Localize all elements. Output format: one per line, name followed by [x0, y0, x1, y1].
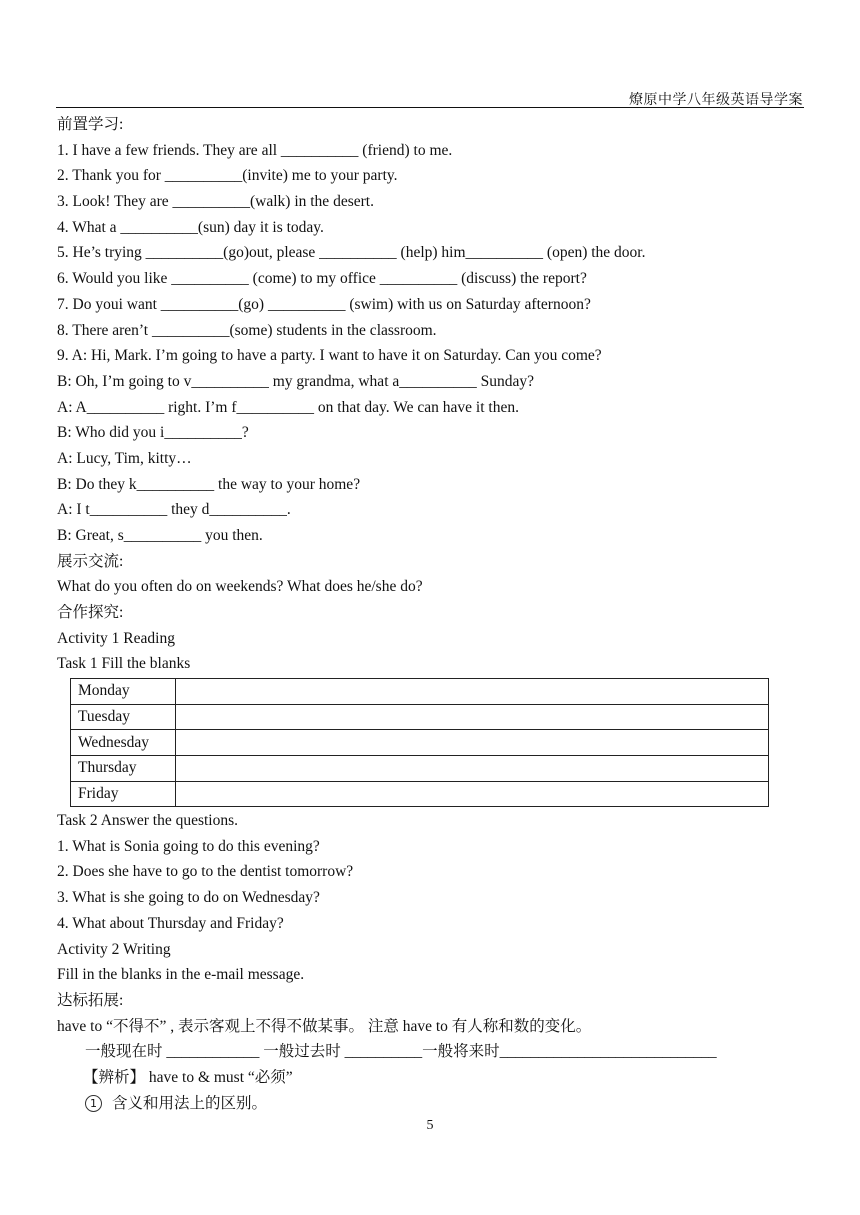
section-show: 展示交流:	[57, 552, 124, 570]
grammar-have-to: have to “不得不” , 表示客观上不得不做某事。 注意 have to 有人称和数的变化。	[57, 1017, 592, 1035]
dialogue-line: B: Oh, I’m going to v__________ my grandma, what a__________ Sunday?	[57, 372, 535, 390]
weekday-table	[70, 678, 769, 807]
exercise-line: 4. What a __________(sun) day it is today.	[57, 218, 324, 236]
show-question: What do you often do on weekends? What does he/she do?	[57, 578, 423, 596]
blank-cell[interactable]	[176, 704, 769, 730]
dialogue-line: B: Who did you i__________?	[57, 424, 249, 442]
question-line: 4. What about Thursday and Friday?	[57, 914, 284, 932]
activity-2-title: Activity 2 Writing	[57, 940, 171, 958]
section-cooperate: 合作探究:	[57, 604, 124, 622]
dialogue-line: A: A__________ right. I’m f__________ on that day. We can have it then.	[57, 398, 519, 416]
exercise-line: 7. Do youi want __________(go) __________ (swim) with us on Saturday afternoon?	[57, 295, 591, 313]
grammar-point-1	[57, 1091, 807, 1117]
day-cell: Friday	[71, 781, 176, 807]
blank-cell[interactable]	[176, 781, 769, 807]
question-line: 2. Does she have to go to the dentist tomorrow?	[57, 863, 354, 881]
header-rule	[56, 107, 804, 108]
page-number: 5	[426, 1118, 434, 1133]
day-cell: Monday	[71, 679, 176, 705]
dialogue-line: A: I t__________ they d__________.	[57, 501, 291, 519]
exercise-line: 2. Thank you for __________(invite) me to your party.	[57, 167, 398, 185]
activity-1-title: Activity 1 Reading	[57, 629, 175, 647]
activity-2-desc: Fill in the blanks in the e-mail message.	[57, 966, 305, 984]
task-1-title: Task 1 Fill the blanks	[57, 655, 191, 673]
question-line: 3. What is she going to do on Wednesday?	[57, 889, 320, 907]
section-extend: 达标拓展:	[57, 991, 124, 1009]
page-header: 燎原中学八年级英语导学案	[629, 93, 803, 108]
table-row	[71, 704, 769, 730]
day-cell: Tuesday	[71, 704, 176, 730]
exercise-line: 8. There aren’t __________(some) students in the classroom.	[57, 321, 437, 339]
table-row	[71, 781, 769, 807]
section-pre-study: 前置学习:	[57, 116, 124, 133]
dialogue-line: B: Great, s__________ you then.	[57, 527, 263, 544]
table-row	[71, 679, 769, 705]
exercise-line: 9. A: Hi, Mark. I’m going to have a party. I want to have it on Saturday. Can you come?	[57, 347, 602, 365]
task-2-title: Task 2 Answer the questions.	[57, 812, 239, 830]
table-row	[71, 755, 769, 781]
exercise-line: 3. Look! They are __________(walk) in the desert.	[57, 193, 374, 211]
question-line: 1. What is Sonia going to do this evening?	[57, 837, 320, 855]
exercise-line: 5. He’s trying __________(go)out, please __________ (help) him__________ (open) the door.	[57, 244, 646, 262]
grammar-point-text: 含义和用法上的区别。	[112, 1094, 268, 1112]
blank-cell[interactable]	[176, 755, 769, 781]
exercise-list	[57, 138, 807, 549]
exercise-line: 6. Would you like __________ (come) to my office __________ (discuss) the report?	[57, 270, 587, 288]
document-body	[57, 112, 807, 1116]
circled-number: 1	[85, 1095, 102, 1112]
table-row	[71, 730, 769, 756]
dialogue-line: B: Do they k__________ the way to your home?	[57, 475, 361, 493]
exercise-line: 1. I have a few friends. They are all __________ (friend) to me.	[57, 141, 453, 159]
blank-cell[interactable]	[176, 679, 769, 705]
dialogue-line: A: Lucy, Tim, kitty…	[57, 449, 192, 467]
blank-cell[interactable]	[176, 730, 769, 756]
day-cell: Thursday	[71, 755, 176, 781]
grammar-tenses: 一般现在时 ____________ 一般过去时 __________一般将来时____________________________	[85, 1043, 717, 1061]
day-cell: Wednesday	[71, 730, 176, 756]
grammar-distinguish: 【辨析】 have to & must “必须”	[83, 1068, 293, 1086]
